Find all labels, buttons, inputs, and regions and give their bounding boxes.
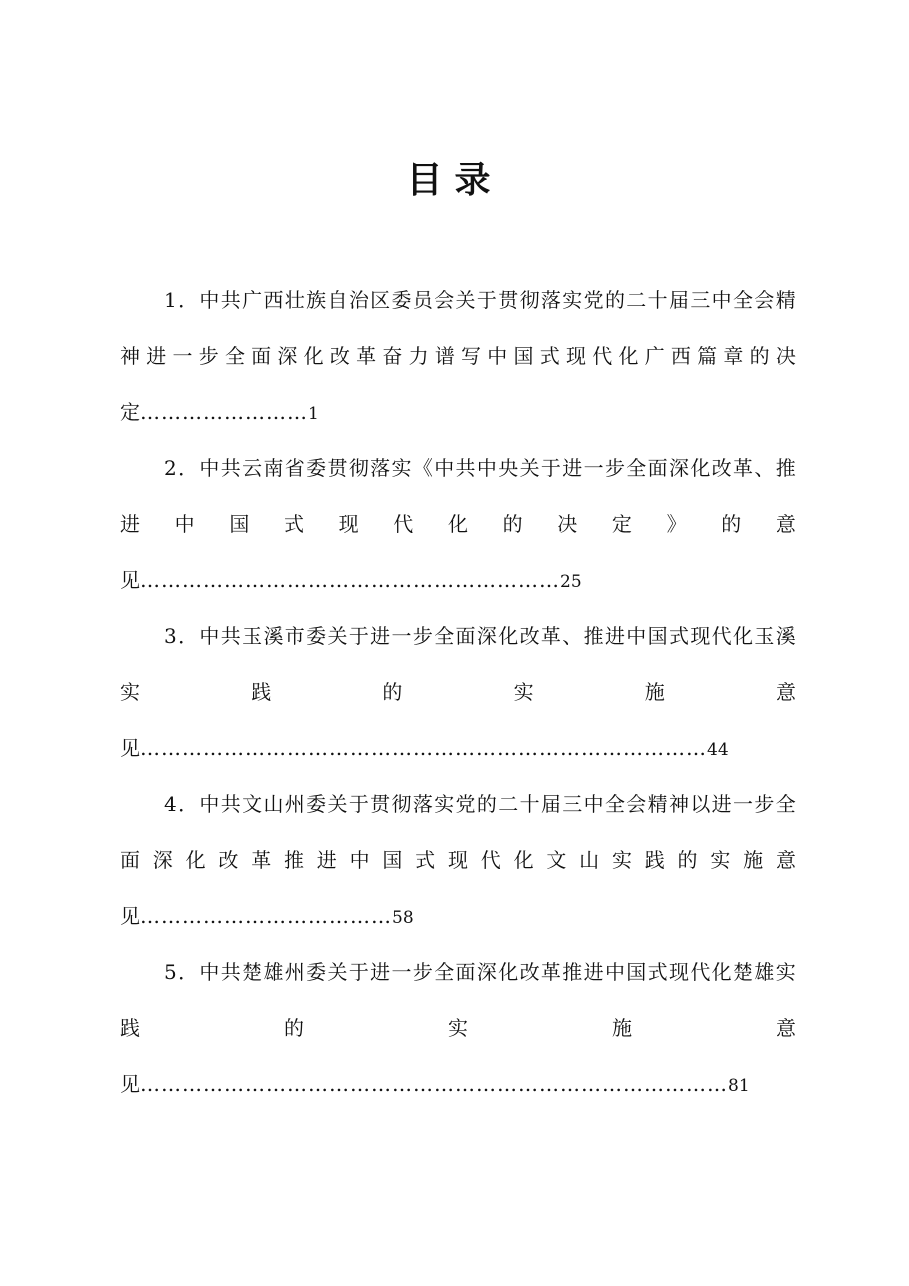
character: 南 <box>263 456 284 480</box>
character: 推 <box>775 456 796 480</box>
character: 面 <box>647 456 668 480</box>
character: 改 <box>519 960 540 984</box>
character: 彻 <box>391 792 412 816</box>
character: 山 <box>579 848 600 872</box>
character: 意 <box>775 848 796 872</box>
character: 委 <box>306 960 327 984</box>
character: 届 <box>668 288 689 312</box>
toc-entry-5[interactable] <box>120 944 796 1112</box>
character: 现 <box>447 848 468 872</box>
character: 决 <box>775 344 796 368</box>
character: 深 <box>277 344 298 368</box>
character: 全 <box>626 456 647 480</box>
character: 央 <box>498 456 519 480</box>
character: 3 <box>164 624 177 648</box>
character: 玉 <box>242 624 263 648</box>
character: 推 <box>583 624 604 648</box>
character: 定 <box>611 512 632 536</box>
leader-dots: ………………………………………………………………………… <box>140 1072 728 1096</box>
page-number: 44 <box>707 740 729 760</box>
character: 州 <box>284 792 305 816</box>
character: 的 <box>604 288 625 312</box>
character: 步 <box>604 456 625 480</box>
character: 化 <box>690 456 711 480</box>
character: 深 <box>668 456 689 480</box>
character: 进 <box>120 512 140 536</box>
character: 中 <box>711 288 732 312</box>
character: 于 <box>476 288 497 312</box>
character: 神 <box>668 792 689 816</box>
character: 三 <box>690 288 711 312</box>
character: 楚 <box>242 960 263 984</box>
character: 全 <box>733 288 754 312</box>
character: 贯 <box>327 456 348 480</box>
character: 现 <box>668 960 689 984</box>
character: 面 <box>120 848 140 872</box>
character: 广 <box>242 288 263 312</box>
character: 践 <box>120 1016 140 1040</box>
toc-entry-line <box>120 944 796 1000</box>
character: 》 <box>666 512 687 536</box>
character: 现 <box>690 624 711 648</box>
toc-entry-4[interactable] <box>120 776 796 944</box>
character: 楚 <box>733 960 754 984</box>
character: 关 <box>327 960 348 984</box>
character: 文 <box>242 792 263 816</box>
character: 广 <box>644 344 665 368</box>
toc-entry-3[interactable] <box>120 608 796 776</box>
toc-entry-last-line <box>120 1056 796 1112</box>
page-number: 1 <box>308 404 319 424</box>
character: 十 <box>647 288 668 312</box>
character: 中 <box>626 624 647 648</box>
character: 全 <box>224 344 245 368</box>
character: 代 <box>592 344 613 368</box>
character: 化 <box>618 344 639 368</box>
character: 面 <box>251 344 272 368</box>
character: 十 <box>519 792 540 816</box>
toc-entry-text: 见 <box>120 1072 140 1096</box>
character: 奋 <box>382 344 403 368</box>
character: 的 <box>677 848 698 872</box>
toc-entry-line <box>120 832 796 888</box>
character: 于 <box>348 792 369 816</box>
character: 中 <box>199 624 220 648</box>
character: 自 <box>327 288 348 312</box>
character: 国 <box>647 624 668 648</box>
character: 改 <box>711 456 732 480</box>
character: 共 <box>220 624 241 648</box>
character: 州 <box>284 960 305 984</box>
character: 施 <box>743 848 764 872</box>
character: 二 <box>626 288 647 312</box>
character: 化 <box>513 848 534 872</box>
character: 推 <box>283 848 304 872</box>
character: 国 <box>626 960 647 984</box>
character: 面 <box>455 624 476 648</box>
character: 化 <box>498 960 519 984</box>
character: 全 <box>604 792 625 816</box>
character: 员 <box>412 288 433 312</box>
character: 1 <box>164 288 177 312</box>
character: 届 <box>540 792 561 816</box>
character: 改 <box>519 624 540 648</box>
toc-entry-1[interactable] <box>120 272 796 440</box>
page-number: 81 <box>728 1076 750 1096</box>
character: 雄 <box>754 960 775 984</box>
character: 关 <box>327 792 348 816</box>
character: 会 <box>626 792 647 816</box>
character: 国 <box>513 344 534 368</box>
character: 意 <box>775 680 796 704</box>
character: 深 <box>476 960 497 984</box>
character: 一 <box>391 624 412 648</box>
toc-entry-last-line <box>120 888 796 944</box>
character: 的 <box>749 344 770 368</box>
character: 玉 <box>754 624 775 648</box>
character: 代 <box>393 512 414 536</box>
character: 省 <box>284 456 305 480</box>
character: 党 <box>455 792 476 816</box>
character: 2 <box>164 456 177 480</box>
character: 改 <box>218 848 239 872</box>
character: 力 <box>408 344 429 368</box>
character: 一 <box>172 344 193 368</box>
character: 面 <box>455 960 476 984</box>
character: 落 <box>540 288 561 312</box>
character: 《 <box>412 456 433 480</box>
character: 委 <box>306 624 327 648</box>
character: 委 <box>306 456 327 480</box>
character: 革 <box>733 456 754 480</box>
character: 推 <box>562 960 583 984</box>
character: 关 <box>519 456 540 480</box>
character: 中 <box>199 960 220 984</box>
page-title: 目录 <box>406 159 503 201</box>
character: 会 <box>754 288 775 312</box>
character: 一 <box>583 456 604 480</box>
page-number: 58 <box>392 908 414 928</box>
character: 实 <box>391 456 412 480</box>
character: 意 <box>776 1016 796 1040</box>
character: 4 <box>164 792 177 816</box>
character: 会 <box>434 288 455 312</box>
character: 共 <box>455 456 476 480</box>
character: 中 <box>199 288 220 312</box>
character: 进 <box>604 624 625 648</box>
toc-entry-text: 见 <box>120 736 140 760</box>
toc-entry-2[interactable] <box>120 440 796 608</box>
character: ． <box>178 792 199 816</box>
character: 神 <box>120 344 140 368</box>
character: 决 <box>557 512 578 536</box>
character: 革 <box>251 848 272 872</box>
character: 篇 <box>697 344 718 368</box>
page-number: 25 <box>560 572 582 592</box>
character: 中 <box>487 344 508 368</box>
character: 族 <box>306 288 327 312</box>
character: 化 <box>498 624 519 648</box>
character: 步 <box>412 624 433 648</box>
character: 进 <box>316 848 337 872</box>
character: 革 <box>540 624 561 648</box>
character: 化 <box>185 848 206 872</box>
character: 云 <box>242 456 263 480</box>
character: 现 <box>565 344 586 368</box>
character: 中 <box>349 848 370 872</box>
toc-entry-line <box>120 272 796 328</box>
toc-entry-last-line <box>120 552 796 608</box>
character: ． <box>178 456 199 480</box>
character: 的 <box>502 512 523 536</box>
toc-entry-line <box>120 440 796 496</box>
character: 深 <box>476 624 497 648</box>
character: 进 <box>146 344 167 368</box>
character: 实 <box>775 960 796 984</box>
character: 代 <box>711 624 732 648</box>
character: 落 <box>412 792 433 816</box>
character: 彻 <box>348 456 369 480</box>
character: 意 <box>775 512 796 536</box>
character: 进 <box>562 456 583 480</box>
character: 一 <box>733 792 754 816</box>
character: 贯 <box>498 288 519 312</box>
character: 贯 <box>370 792 391 816</box>
character: 国 <box>229 512 250 536</box>
character: 中 <box>199 456 220 480</box>
character: 、 <box>754 456 775 480</box>
character: 进 <box>370 960 391 984</box>
character: 于 <box>348 624 369 648</box>
character: 党 <box>583 288 604 312</box>
character: 中 <box>174 512 195 536</box>
character: 全 <box>775 792 796 816</box>
character: 式 <box>668 624 689 648</box>
character: 国 <box>382 848 403 872</box>
character: 步 <box>754 792 775 816</box>
character: 实 <box>120 680 140 704</box>
character: 实 <box>710 848 731 872</box>
character: 步 <box>412 960 433 984</box>
character: 进 <box>370 624 391 648</box>
character: ． <box>178 624 199 648</box>
character: 式 <box>283 512 304 536</box>
toc-entry-text: 见 <box>120 904 140 928</box>
character: 精 <box>775 288 796 312</box>
character: 实 <box>448 1016 468 1040</box>
character: 关 <box>327 624 348 648</box>
character: 共 <box>220 792 241 816</box>
character: 实 <box>562 288 583 312</box>
character: 章 <box>723 344 744 368</box>
character: 中 <box>604 960 625 984</box>
toc-entry-last-line <box>120 384 796 440</box>
character: ． <box>178 960 199 984</box>
character: 于 <box>348 960 369 984</box>
character: 委 <box>306 792 327 816</box>
character: 治 <box>348 288 369 312</box>
character: 深 <box>152 848 173 872</box>
toc-entry-last-line <box>120 720 796 776</box>
character: 步 <box>198 344 219 368</box>
character: 区 <box>370 288 391 312</box>
leader-dots: …………………………………………………… <box>140 568 560 592</box>
character: 三 <box>562 792 583 816</box>
character: 共 <box>220 456 241 480</box>
character: 的 <box>382 680 403 704</box>
character: 进 <box>583 960 604 984</box>
character: 西 <box>670 344 691 368</box>
toc-entry-line <box>120 608 796 664</box>
character: 全 <box>434 624 455 648</box>
character: 落 <box>370 456 391 480</box>
character: 代 <box>480 848 501 872</box>
character: 的 <box>476 792 497 816</box>
character: 于 <box>540 456 561 480</box>
character: 改 <box>329 344 350 368</box>
character: 实 <box>611 848 632 872</box>
character: 化 <box>447 512 468 536</box>
character: 式 <box>539 344 560 368</box>
character: 中 <box>583 792 604 816</box>
character: 文 <box>546 848 567 872</box>
leader-dots: ……………………………… <box>140 904 392 928</box>
character: ． <box>178 288 199 312</box>
character: 施 <box>612 1016 632 1040</box>
character: 彻 <box>519 288 540 312</box>
character: 西 <box>263 288 284 312</box>
character: 践 <box>251 680 272 704</box>
character: 中 <box>476 456 497 480</box>
character: 化 <box>303 344 324 368</box>
character: 、 <box>562 624 583 648</box>
character: 写 <box>461 344 482 368</box>
character: 革 <box>356 344 377 368</box>
character: 的 <box>721 512 742 536</box>
toc-entry-line <box>120 1000 796 1056</box>
character: 实 <box>513 680 534 704</box>
character: 中 <box>434 456 455 480</box>
character: 进 <box>711 792 732 816</box>
character: 施 <box>644 680 665 704</box>
leader-dots: ……………………………………………………………………… <box>140 736 707 760</box>
toc-entry-text: 见 <box>120 568 140 592</box>
leader-dots: …………………… <box>140 400 308 424</box>
character: 式 <box>415 848 436 872</box>
character: 雄 <box>263 960 284 984</box>
character: 壮 <box>284 288 305 312</box>
character: 践 <box>644 848 665 872</box>
character: 实 <box>434 792 455 816</box>
character: 山 <box>263 792 284 816</box>
character: 5 <box>164 960 177 984</box>
character: 一 <box>391 960 412 984</box>
character: 关 <box>455 288 476 312</box>
table-of-contents <box>120 272 796 1112</box>
character: 化 <box>733 624 754 648</box>
character: 全 <box>434 960 455 984</box>
character: 代 <box>690 960 711 984</box>
character: 二 <box>498 792 519 816</box>
character: 以 <box>690 792 711 816</box>
toc-entry-line <box>120 776 796 832</box>
character: 溪 <box>775 624 796 648</box>
toc-entry-line <box>120 328 796 384</box>
character: 革 <box>540 960 561 984</box>
character: 谱 <box>434 344 455 368</box>
character: 委 <box>391 288 412 312</box>
character: 中 <box>199 792 220 816</box>
character: 市 <box>284 624 305 648</box>
character: 现 <box>338 512 359 536</box>
toc-entry-text: 定 <box>120 400 140 424</box>
toc-entry-line <box>120 496 796 552</box>
character: 式 <box>647 960 668 984</box>
character: 共 <box>220 288 241 312</box>
character: 的 <box>284 1016 304 1040</box>
character: 精 <box>647 792 668 816</box>
character: 化 <box>711 960 732 984</box>
character: 溪 <box>263 624 284 648</box>
toc-entry-line <box>120 664 796 720</box>
character: 共 <box>220 960 241 984</box>
